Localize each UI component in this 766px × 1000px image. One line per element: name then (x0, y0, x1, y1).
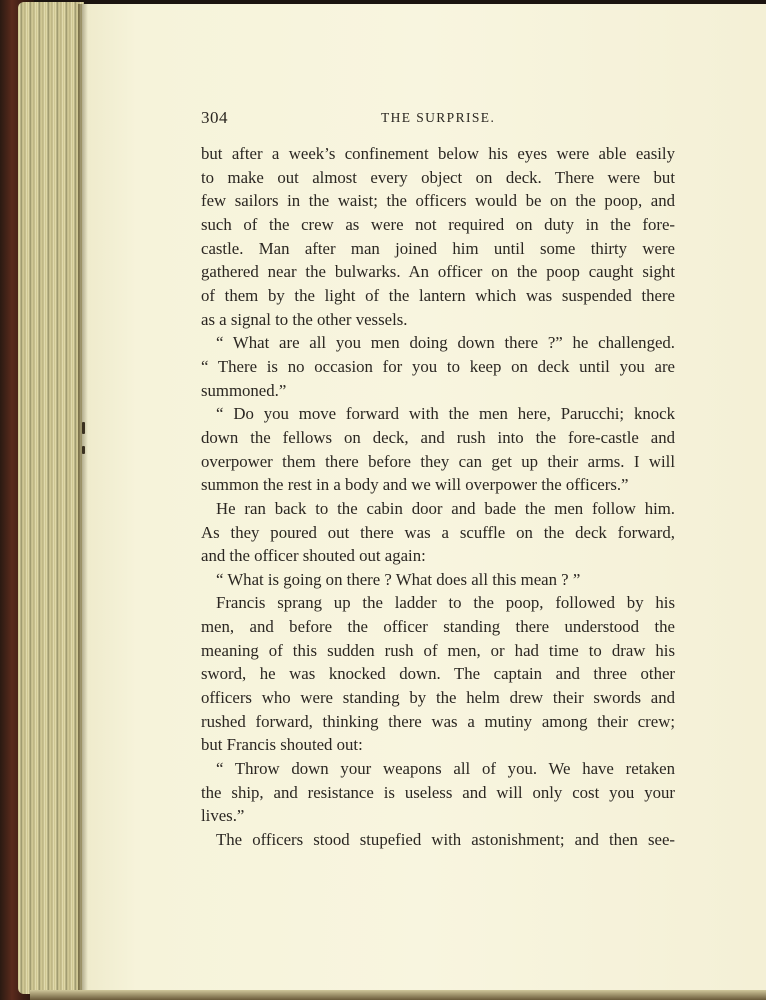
text-line: “ Do you move forward with the men here, Parucchi; knock (216, 404, 675, 424)
text-line: officers who were standing by the helm drew their swords and (201, 688, 675, 708)
text-line: “ There is no occasion for you to keep on deck until you are (201, 356, 675, 376)
text-line: summon the rest in a body and we will overpower the officers.” (201, 475, 629, 495)
text-line: such of the crew as were not required on duty in the fore- (201, 214, 675, 234)
running-head (201, 108, 675, 130)
text-line: “ What is going on there ? What does all this mean ? ” (216, 569, 581, 589)
text-line: of them by the light of the lantern which was suspended there (201, 285, 675, 305)
text-line: but Francis shouted out: (201, 735, 363, 755)
page-bottom-edge (30, 990, 766, 1000)
text-line: to make out almost every object on deck. There were but (201, 167, 675, 187)
text-line: the ship, and resistance is useless and will only cost you your (201, 782, 675, 802)
text-line: few sailors in the waist; the officers would be on the poop, and (201, 191, 675, 211)
text-line: lives.” (201, 806, 245, 826)
page-edges (18, 2, 84, 994)
text-line: Francis sprang up the ladder to the poop, followed by his (216, 593, 675, 613)
page-number: 304 (201, 108, 228, 127)
text-line: men, and before the officer standing there understood the (201, 617, 675, 637)
text-line: meaning of this sudden rush of men, or had time to draw his (201, 640, 675, 660)
text-line: castle. Man after man joined him until some thirty were (201, 238, 675, 258)
text-line: As they poured out there was a scuffle on the deck forward, (201, 522, 675, 542)
running-title: THE SURPRISE. (381, 110, 496, 125)
text-line: He ran back to the cabin door and bade the men follow him. (216, 498, 675, 518)
text-line: overpower them there before they can get up their arms. I will (201, 451, 675, 471)
text-line: and the officer shouted out again: (201, 546, 426, 566)
margin-marks (80, 0, 90, 1000)
text-line: The officers stood stupefied with astonishment; and then see- (216, 830, 675, 850)
text-line: as a signal to the other vessels. (201, 309, 408, 329)
text-line: “ Throw down your weapons all of you. We have retaken (216, 759, 675, 779)
text-line: gathered near the bulwarks. An officer on the poop caught sight (201, 262, 675, 282)
text-line: but after a week’s confinement below his eyes were able easily (201, 144, 675, 163)
text-line: rushed forward, thinking there was a mutiny among their crew; (201, 711, 675, 731)
text-line: down the fellows on deck, and rush into the fore-castle and (201, 427, 675, 447)
text-line: sword, he was knocked down. The captain and three other (201, 664, 675, 684)
body-text (201, 142, 675, 852)
text-line: summoned.” (201, 380, 287, 400)
text-line: “ What are all you men doing down there ?” he challenged. (216, 333, 675, 353)
